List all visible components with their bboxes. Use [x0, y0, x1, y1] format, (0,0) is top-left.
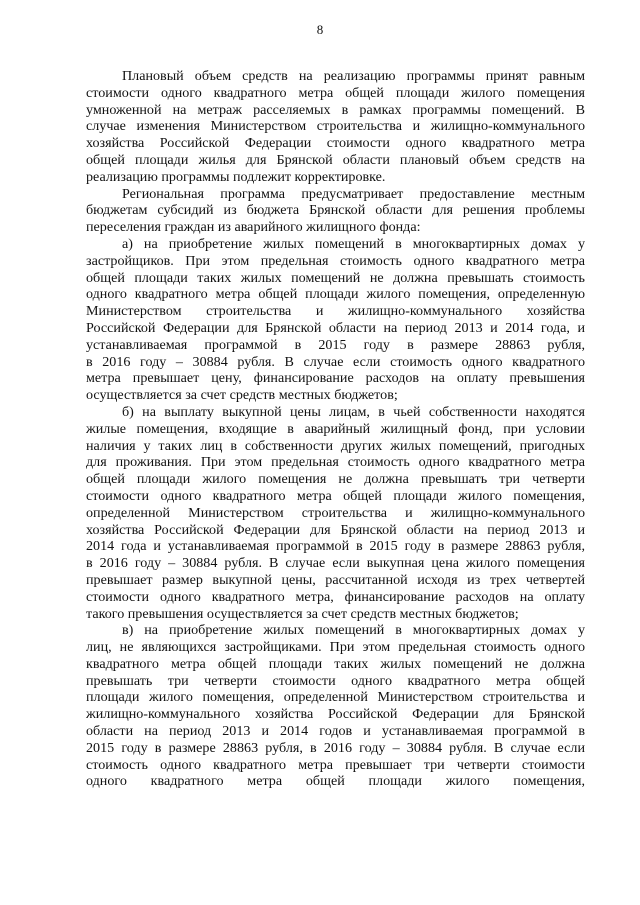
- text-line: стоимости одного квадратного метра общей площади жилого помещения,: [86, 487, 585, 504]
- text-line: хозяйства Российской Федерации для Брянской области на период 2013 и: [86, 521, 585, 538]
- text-line: устанавливаемая программой в 2015 году в размере 28863 рубля,: [86, 336, 585, 353]
- text-line: стоимость одного квадратного метра превышает три четверти стоимости: [86, 756, 585, 773]
- text-line: метра превышает цену, финансирование расходов на оплату превышения: [86, 370, 585, 387]
- paragraph-plan-volume: [86, 68, 585, 186]
- text-line: наличия у таких лиц в собственности других жилых помещений, пригодных: [86, 437, 585, 454]
- text-line: застройщиков. При этом предельная стоимость одного квадратного метра: [86, 252, 585, 269]
- text-line: в 2016 году – 30884 рубля. В случае если выкупная цена жилого помещения: [86, 555, 585, 572]
- text-line: определенной Министерством строительства и жилищно-коммунального: [86, 504, 585, 521]
- page-number: 8: [316, 22, 324, 37]
- text-line: одного квадратного метра общей площади жилого помещения,: [86, 773, 585, 790]
- text-line: осуществляется за счет средств местных бюджетов;: [86, 387, 398, 404]
- text-line: Плановый объем средств на реализацию программы принят равным: [122, 68, 585, 84]
- text-line: превышать три четверти стоимости одного квадратного метра общей: [86, 672, 585, 689]
- text-line: одного квадратного метра общей площади жилого помещения, определенную: [86, 286, 585, 303]
- text-line: переселения граждан из аварийного жилищного фонда:: [86, 219, 421, 236]
- text-line: б) на выплату выкупной цены лицам, в чьей собственности находятся: [122, 403, 585, 420]
- text-line: а) на приобретение жилых помещений в многоквартирных домах у: [122, 235, 585, 252]
- text-line: Российской Федерации для Брянской области на период 2013 и 2014 года, и: [86, 319, 585, 336]
- text-line: 2014 года и устанавливаемая программой в 2015 году в размере 28863 рубля,: [86, 538, 585, 555]
- text-line: бюджетам субсидий из бюджета Брянской области для решения проблемы: [86, 202, 585, 219]
- text-line: умноженной на метраж расселяемых в рамках программы помещений. В: [86, 101, 585, 118]
- text-line: хозяйства Российской Федерации стоимости одного квадратного метра: [86, 135, 585, 152]
- text-line: случае изменения Министерством строительства и жилищно-коммунального: [86, 118, 585, 135]
- text-line: общей площади жилого помещения не должна превышать три четверти: [86, 471, 585, 488]
- list-item-v: [86, 622, 585, 790]
- list-item-a: [86, 236, 585, 404]
- text-line: реализацию программы подлежит корректировке.: [86, 168, 386, 185]
- list-item-b: [86, 404, 585, 622]
- text-line: Министерством строительства и жилищно-коммунального хозяйства: [86, 303, 585, 320]
- text-line: квадратного метра общей площади таких жилых помещений не должна: [86, 655, 585, 672]
- text-line: 2015 году в размере 28863 рубля, в 2016 году – 30884 рубля. В случае если: [86, 739, 585, 756]
- text-line: площади жилого помещения, определенной Министерством строительства и: [86, 689, 585, 706]
- text-line: Региональная программа предусматривает предоставление местным: [122, 185, 585, 202]
- text-line: жилищно-коммунального хозяйства Российской Федерации для Брянской: [86, 706, 585, 723]
- text-line: общей площади жилья для Брянской области плановый объем средств на: [86, 151, 585, 168]
- document-body: [86, 68, 585, 790]
- text-line: стоимости одного квадратного метра, финансирование расходов на оплату: [86, 588, 585, 605]
- text-line: общей площади таких жилых помещений не должна превышать стоимость: [86, 269, 585, 286]
- text-line: в) на приобретение жилых помещений в многоквартирных домах у: [122, 622, 585, 639]
- text-line: для проживания. При этом предельная стоимость одного квадратного метра: [86, 454, 585, 471]
- text-line: лиц, не являющихся застройщиками. При этом предельная стоимость одного: [86, 639, 585, 656]
- text-line: превышает размер выкупной цены, рассчитанной исходя из трех четвертей: [86, 571, 585, 588]
- text-line: такого превышения осуществляется за счет средств местных бюджетов;: [86, 605, 519, 622]
- paragraph-regional-program: [86, 186, 585, 236]
- text-line: области на период 2013 и 2014 годов и устанавливаемая программой в: [86, 723, 585, 740]
- text-line: жилые помещения, входящие в аварийный жилищный фонд, при условии: [86, 420, 585, 437]
- text-line: стоимости одного квадратного метра общей площади жилого помещения: [86, 84, 585, 101]
- text-line: в 2016 году – 30884 рубля. В случае если стоимость одного квадратного: [86, 353, 585, 370]
